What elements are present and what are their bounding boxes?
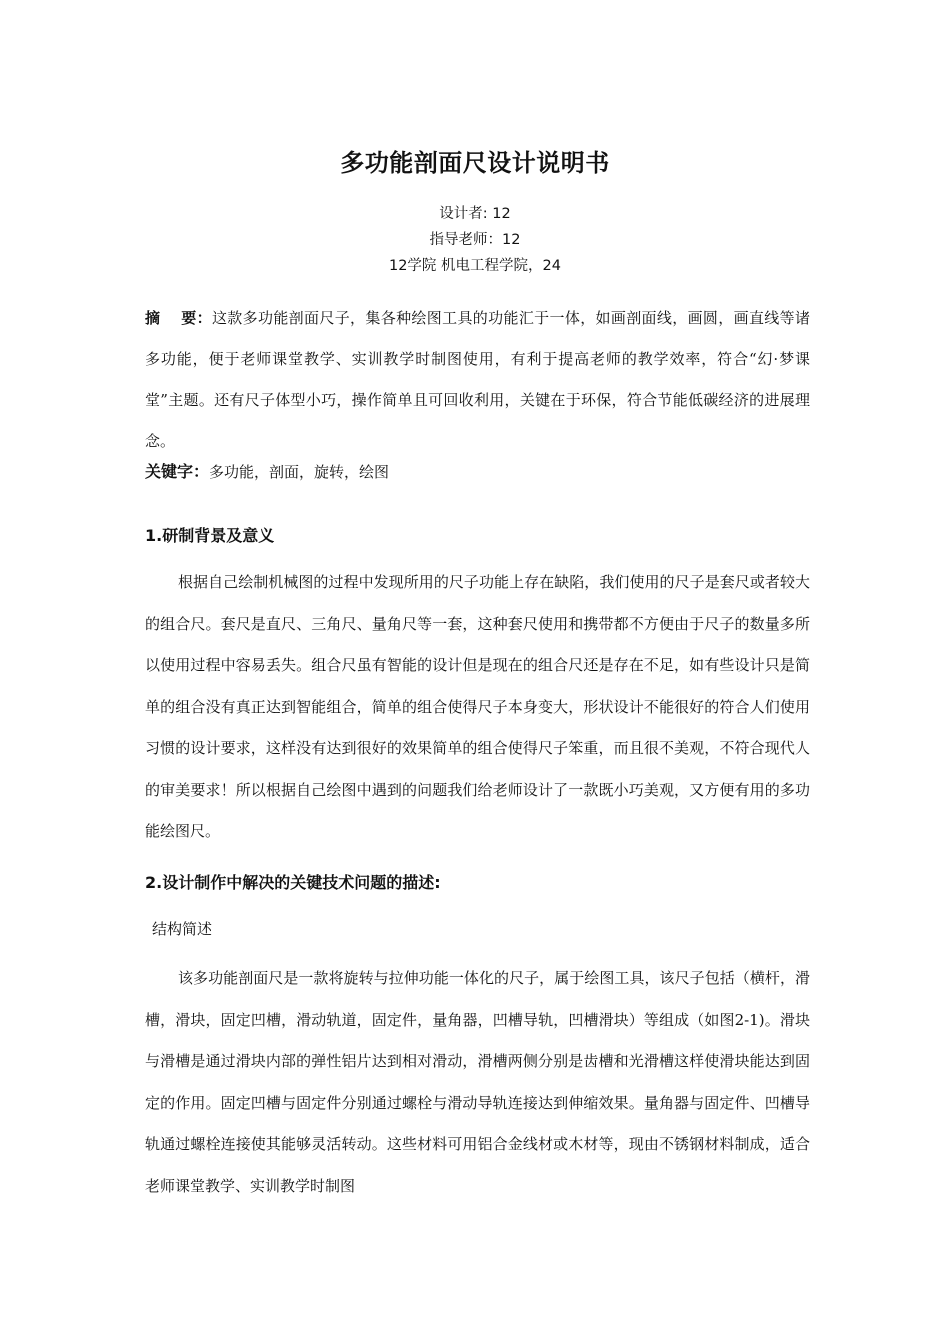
section-1-paragraph: 根据自己绘制机械图的过程中发现所用的尺子功能上存在缺陷，我们使用的尺子是套尺或者较大的组合尺。套尺是直尺、三角尺、量角尺等一套，这种套尺使用和携带都不方便由于尺子的数量多所以使用过程中容易丢失。组合尺虽有智能的设计但是现在的组合尺还是存在不足，如有些设计只是简单的组合没有真正达到智能组合，简单的组合使得尺子本身变大，形状设计不能很好的符合人们使用习惯的设计要求，这样没有达到很好的效果简单的组合使得尺子笨重，而且很不美观，不符合现代人的审美要求！所以根据自己绘图中遇到的问题我们给老师设计了一款既小巧美观，又方便有用的多功能绘图尺。 [145,573,810,840]
designer-line: 设计者: 12 [439,206,511,222]
keywords-label: 关键字： [145,462,210,481]
affiliation-line: 12学院 机电工程学院，24 [388,258,561,274]
abstract-text: 这款多功能剖面尺子，集各种绘图工具的功能汇于一体，如画剖面线，画圆，画直线等诸多功能，便于老师课堂教学、实训教学时制图使用，有利于提高老师的教学效率，符合“幻·梦课堂”主题。还有尺子体型小巧，操作简单且可回收利用，关键在于环保，符合节能低碳经济的进展理念。 [145,309,810,450]
section-2-subheading: 结构简述 [152,920,213,938]
abstract-label: 摘 要： [145,309,212,327]
section-2-paragraph: 该多功能剖面尺是一款将旋转与拉伸功能一体化的尺子，属于绘图工具，该尺子包括（横杆，滑槽，滑块，固定凹槽，滑动轨道，固定件，量角器，凹槽导轨，凹槽滑块）等组成（如图2-1)。滑块与滑槽是通过滑块内部的弹性铝片达到相对滑动，滑槽两侧分别是齿槽和光滑槽这样使滑块能达到固定的作用。固定凹槽与固定件分别通过螺栓与滑动导轨连接达到伸缩效果。量角器与固定件、凹槽导轨通过螺栓连接使其能够灵活转动。这些材料可用铝合金线材或木材等，现由不锈钢材料制成，适合老师课堂教学、实训教学时制图 [145,969,810,1195]
section-2-heading: 2.设计制作中解决的关键技术问题的描述: [145,873,441,892]
advisor-line: 指导老师：12 [429,232,521,248]
abstract [145,298,810,462]
document-title: 多功能剖面尺设计说明书 [340,149,610,177]
keywords-text: 多功能，剖面，旋转，绘图 [209,463,390,481]
keywords [145,459,389,482]
section-1-heading: 1.研制背景及意义 [145,526,275,545]
